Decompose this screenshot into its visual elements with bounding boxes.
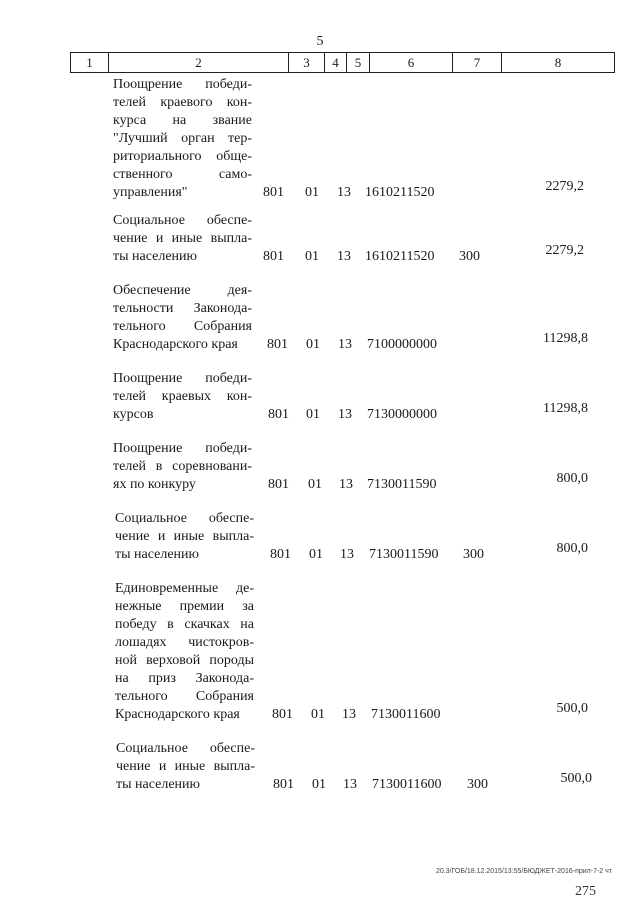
cell-col-8-amount: 500,0 [556,701,588,716]
description-line: Поощрение победи- [113,441,252,456]
cell-col-3: 801 [263,185,284,200]
cell-col-8-amount: 2279,2 [545,243,584,258]
cell-col-8-amount: 500,0 [560,771,592,786]
cell-col-5: 13 [337,249,351,264]
cell-col-6: 7130011590 [367,477,437,492]
cell-col-4: 01 [305,185,319,200]
cell-col-4: 01 [305,249,319,264]
row-description [113,282,252,354]
cell-col-6: 1610211520 [365,249,435,264]
page-number: 5 [316,34,324,49]
cell-col-5: 13 [342,707,356,722]
cell-col-4: 01 [308,477,322,492]
cell-col-4: 01 [312,777,326,792]
cell-col-5: 13 [340,547,354,562]
header-cell-7: 7 [453,53,502,72]
row-description [116,740,255,794]
cell-col-8-amount: 800,0 [556,471,588,486]
description-line: Обеспечение дея- [113,283,252,298]
description-line: чение и иные выпла- [116,759,255,774]
cell-col-6: 7130000000 [367,407,437,422]
cell-col-6: 7130011590 [369,547,439,562]
description-line: ты населению [116,777,200,792]
description-line: управления" [113,185,188,200]
cell-col-7: 300 [463,547,484,562]
row-description [113,370,252,424]
description-line: телей в соревновани- [113,459,252,474]
header-cell-5: 5 [347,53,370,72]
description-line: Социальное обеспе- [113,213,252,228]
row-description [115,580,254,724]
description-line: тельного Собрания [115,689,254,704]
header-cell-3: 3 [289,53,325,72]
header-cell-2: 2 [109,53,289,72]
cell-col-5: 13 [338,337,352,352]
description-line: ты населению [113,249,197,264]
cell-col-6: 7100000000 [367,337,437,352]
cell-col-3: 801 [267,337,288,352]
description-line: лошадях чистокров- [115,635,254,650]
cell-col-6: 7130011600 [372,777,442,792]
description-line: телей краевых кон- [113,389,252,404]
description-line: Единовременные де- [115,581,254,596]
description-line: Поощрение победи- [113,371,252,386]
cell-col-8-amount: 11298,8 [543,401,588,416]
cell-col-5: 13 [337,185,351,200]
header-cell-1: 1 [71,53,109,72]
description-line: Социальное обеспе- [115,511,254,526]
cell-col-3: 801 [270,547,291,562]
cell-col-7: 300 [459,249,480,264]
cell-col-3: 801 [263,249,284,264]
cell-col-8-amount: 2279,2 [545,179,584,194]
description-line: нежные премии за [115,599,254,614]
table-header-row [70,52,615,73]
row-description [113,76,252,202]
row-description [113,440,252,494]
footer-code: 20.3/ГОБ/18.12.2015/13:55/БЮДЖЕТ-2016-прил-7-2 чт [435,868,612,875]
cell-col-7: 300 [467,777,488,792]
description-line: тельного Собрания [113,319,252,334]
cell-col-3: 801 [268,407,289,422]
cell-col-8-amount: 800,0 [556,541,588,556]
cell-col-5: 13 [339,477,353,492]
description-line: Краснодарского края [115,707,240,722]
cell-col-5: 13 [343,777,357,792]
description-line: "Лучший орган тер- [113,131,252,146]
cell-col-5: 13 [338,407,352,422]
row-description [115,510,254,564]
cell-col-3: 801 [272,707,293,722]
cell-col-8-amount: 11298,8 [543,331,588,346]
description-line: чение и иные выпла- [115,529,254,544]
description-line: тельности Законода- [113,301,252,316]
description-line: на приз Законода- [115,671,254,686]
description-line: победу в скачках на [115,617,254,632]
description-line: риториального обще- [113,149,252,164]
header-cell-8: 8 [554,55,562,70]
description-line: ственного само- [113,167,252,182]
description-line: ях по конкуру [113,477,196,492]
description-line: ты населению [115,547,199,562]
header-cell-4: 4 [325,53,347,72]
description-line: Социальное обеспе- [116,741,255,756]
cell-col-3: 801 [273,777,294,792]
description-line: курса на звание [113,113,252,128]
row-description [113,212,252,266]
cell-col-4: 01 [309,547,323,562]
description-line: чение и иные выпла- [113,231,252,246]
cell-col-6: 1610211520 [365,185,435,200]
cell-col-4: 01 [306,407,320,422]
description-line: Краснодарского края [113,337,238,352]
description-line: телей краевого кон- [113,95,252,110]
description-line: ной верховой породы [115,653,254,668]
cell-col-4: 01 [306,337,320,352]
cell-col-4: 01 [311,707,325,722]
description-line: курсов [113,407,154,422]
sheet-number: 275 [575,884,596,899]
description-line: Поощрение победи- [113,77,252,92]
cell-col-6: 7130011600 [371,707,441,722]
header-cell-6: 6 [370,53,453,72]
cell-col-3: 801 [268,477,289,492]
